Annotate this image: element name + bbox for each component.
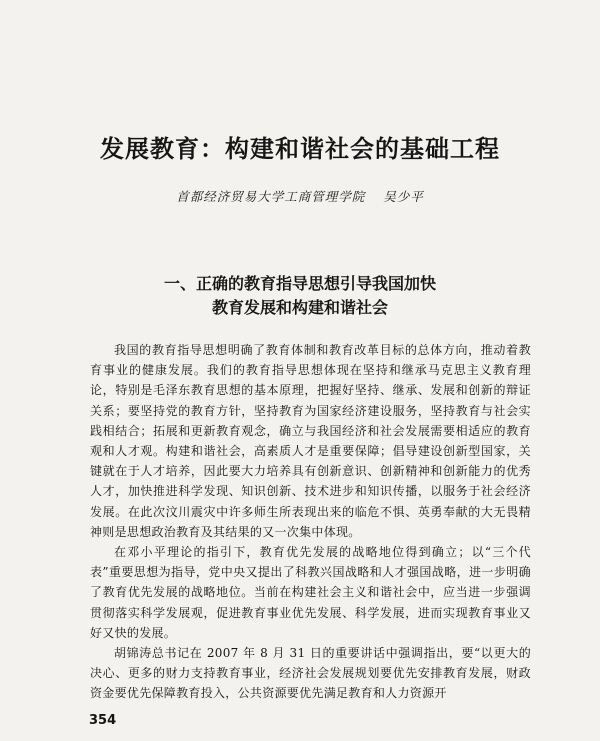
section-heading-line-1: 一、正确的教育指导思想引导我国加快 [163, 274, 436, 293]
page-number: 354 [89, 713, 117, 728]
section-heading [0, 272, 600, 320]
paragraph-3: 胡锦涛总书记在 2007 年 8 月 31 日的重要讲话中强调指出，要“以更大的决心、更多的财力支持教育事业，经济社会发展规划要优先安排教育发展，财政资金要优先保障教育投入，公共资源要优先满足教育和人力资源开 [90, 646, 531, 701]
paragraph-1: 我国的教育指导思想明确了教育体制和教育改革目标的总体方向，推动着教育事业的健康发展。我们的教育指导思想体现在坚持和继承马克思主义教育理论，特别是毛泽东教育思想的基本原理，把握好坚持、继承、发展和创新的辩证关系；要坚持党的教育方针，坚持教育为国家经济建设服务，坚持教育与社会实践相结合；拓展和更新教育观念，确立与我国经济和社会发展需要相适应的教育观和人才观。构建和谐社会，高素质人才是重要保障；倡导建设创新型国家，关键就在于人才培养，因此要大力培养具有创新意识、创新精神和创新能力的优秀人才，加快推进科学发现、知识创新、技术进步和知识传播，以服务于社会经济发展。在此次汶川震灾中许多师生所表现出来的临危不惧、英勇奉献的大无畏精神则是思想政治教育及其结果的又一次集中体现。 [90, 343, 531, 539]
paragraph-2: 在邓小平理论的指引下，教育优先发展的战略地位得到确立；以“三个代表”重要思想为指导，党中央又提出了科教兴国战略和人才强国战略，进一步明确了教育优先发展的战略地位。当前在构建社会主义和谐社会中，应当进一步强调贯彻落实科学发展观，促进教育事业优先发展、科学发展，进而实现教育事业又好又快的发展。 [90, 545, 531, 640]
author-line [0, 188, 600, 206]
author-affiliation: 首都经济贸易大学工商管理学院 [176, 189, 366, 204]
section-heading-line-2: 教育发展和构建和谐社会 [211, 298, 388, 317]
author-name: 吴少平 [383, 189, 424, 204]
article-title: 发展教育：构建和谐社会的基础工程 [100, 134, 500, 163]
body-text [90, 340, 531, 704]
